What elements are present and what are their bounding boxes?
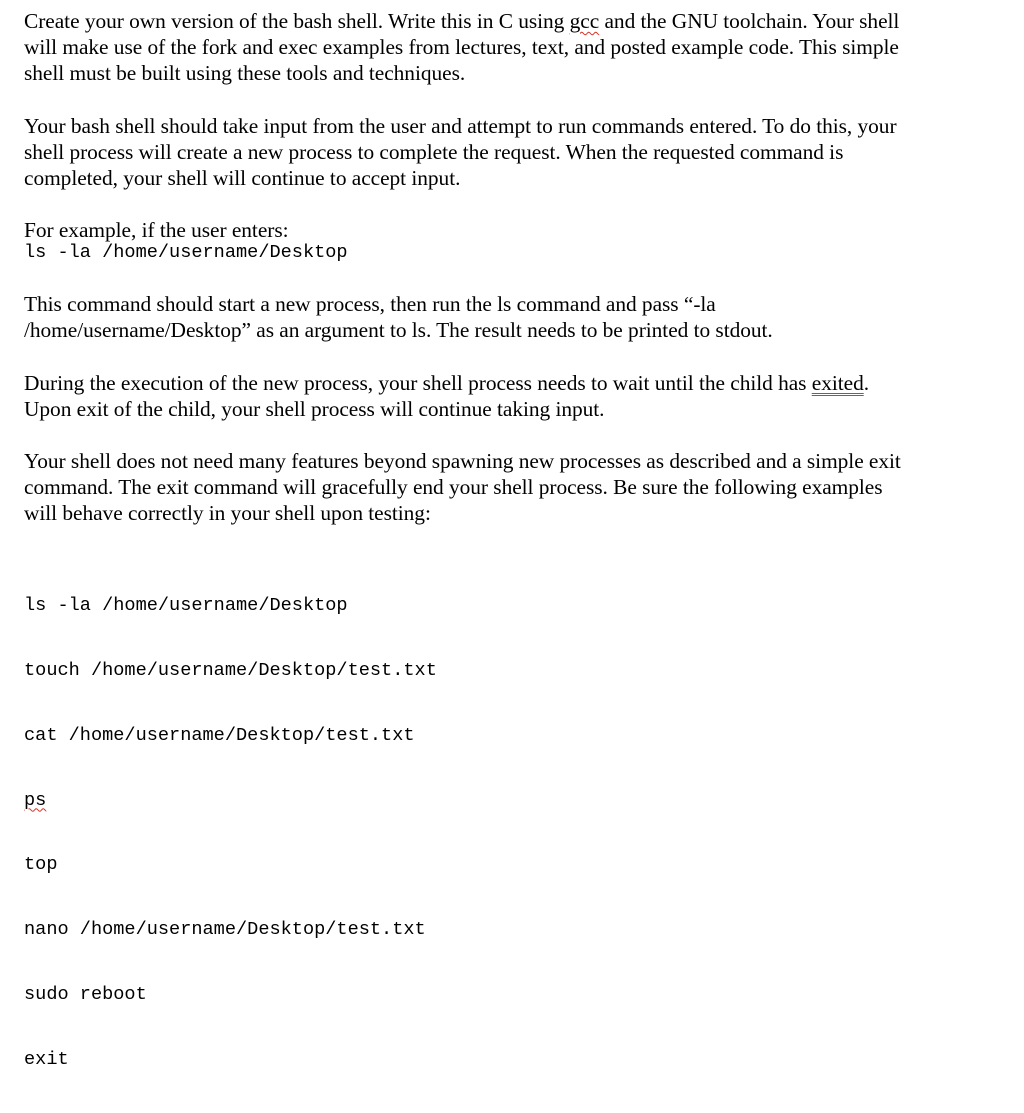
text-span: Create your own version of the bash shell. Write this in C using [24, 9, 570, 33]
paragraph-features [24, 448, 901, 527]
command-line: ls -la /home/username/Desktop [24, 595, 348, 617]
command-line: nano /home/username/Desktop/test.txt [24, 919, 426, 941]
command-line: cat /home/username/Desktop/test.txt [24, 724, 415, 746]
text-line: shell process will create a new process to complete the request. When the requested command is [24, 140, 844, 165]
paragraph-example-intro [24, 217, 289, 243]
text-line: Your shell does not need many features beyond spawning new processes as described and a simple exit [24, 449, 901, 473]
spelling-flagged-word[interactable]: ps [24, 789, 47, 811]
text-line: /home/username/Desktop” as an argument to ls. The result needs to be printed to stdout. [24, 318, 773, 343]
text-line: Upon exit of the child, your shell process will continue taking input. [24, 397, 605, 422]
text-line: will make use of the fork and exec examples from lectures, text, and posted example code. This simple [24, 35, 899, 60]
paragraph-command-explanation [24, 291, 773, 343]
command-line: top [24, 854, 58, 876]
text-span: and the GNU toolchain. Your shell [599, 9, 900, 33]
spelling-flagged-word[interactable]: gcc [569, 9, 600, 33]
example-command: ls -la /home/username/Desktop [24, 242, 348, 263]
text-line: Your bash shell should take input from the user and attempt to run commands entered. To do this, your [24, 114, 897, 138]
paragraph-intro [24, 8, 899, 87]
command-line: exit [24, 1048, 69, 1070]
text-line: For example, if the user enters: [24, 218, 289, 242]
text-line: This command should start a new process, then run the ls command and pass “-la [24, 292, 716, 316]
command-line: touch /home/username/Desktop/test.txt [24, 659, 437, 681]
text-line: shell must be built using these tools and techniques. [24, 61, 466, 86]
command-line: sudo reboot [24, 983, 147, 1005]
grammar-flagged-word[interactable]: exited [811, 371, 864, 395]
text-line [24, 8, 899, 34]
text-line: will behave correctly in your shell upon testing: [24, 501, 431, 526]
text-line: completed, your shell will continue to accept input. [24, 166, 461, 191]
text-line [24, 370, 869, 396]
text-span: . [863, 371, 870, 395]
paragraph-wait-child [24, 370, 869, 422]
text-line: command. The exit command will gracefully end your shell process. Be sure the following examples [24, 475, 883, 500]
test-command-list [24, 552, 437, 1113]
paragraph-input-behavior [24, 113, 897, 192]
text-span: During the execution of the new process, your shell process needs to wait until the child has [24, 371, 812, 395]
command-line [24, 790, 437, 812]
